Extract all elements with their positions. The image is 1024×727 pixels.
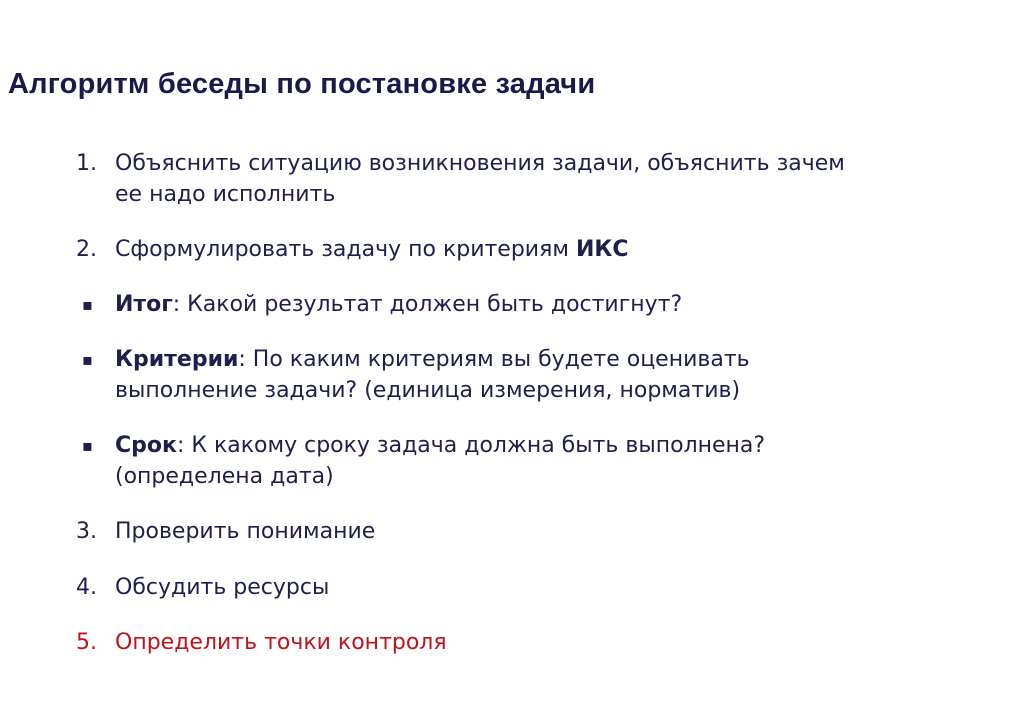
emphasis-text: ИКС <box>575 237 629 262</box>
list-number: 4. <box>76 575 97 600</box>
list-item-line: : К какому сроку задача должна быть выполнена? <box>176 433 766 458</box>
bullet-item-criteria <box>76 344 976 406</box>
list-number: 3. <box>76 519 97 544</box>
square-bullet-icon: ▪ <box>82 295 93 314</box>
list-item-1 <box>76 148 976 210</box>
list-item-line: Объяснить ситуацию возникновения задачи, объяснить зачем <box>115 151 845 176</box>
list-item-text <box>115 289 976 320</box>
list-item-text: Проверить понимание <box>115 519 376 544</box>
emphasis-text: Срок <box>115 433 177 458</box>
bullet-item-deadline <box>76 430 976 492</box>
list-item-text <box>115 430 976 492</box>
list-item-3 <box>76 516 976 547</box>
list-item-line: : Какой результат должен быть достигнут? <box>172 292 683 317</box>
list-number: 1. <box>76 151 97 176</box>
list-item-line: ее надо исполнить <box>115 182 336 207</box>
list-item-text: Обсудить ресурсы <box>115 575 330 600</box>
list-item-4 <box>76 572 976 603</box>
list-number: 2. <box>76 237 97 262</box>
list-item-line: Сформулировать задачу по критериям <box>115 237 576 262</box>
list-item-text <box>115 148 976 210</box>
list-item-text <box>115 344 976 406</box>
list-item-5 <box>76 627 976 658</box>
list-item-line: : По каким критериям вы будете оценивать <box>238 347 750 372</box>
list-item-line: (определена дата) <box>115 464 334 489</box>
list-item-text <box>115 234 976 265</box>
emphasis-text: Критерии <box>115 347 239 372</box>
bullet-item-result <box>76 289 976 320</box>
list-item-line: выполнение задачи? (единица измерения, норматив) <box>115 378 741 403</box>
square-bullet-icon: ▪ <box>82 350 93 369</box>
square-bullet-icon: ▪ <box>82 436 93 455</box>
list-item-2 <box>76 234 976 265</box>
list-item-text: Определить точки контроля <box>115 630 447 655</box>
emphasis-text: Итог <box>115 292 173 317</box>
list-number: 5. <box>76 630 97 655</box>
slide-title: Алгоритм беседы по постановке задачи <box>8 68 596 100</box>
